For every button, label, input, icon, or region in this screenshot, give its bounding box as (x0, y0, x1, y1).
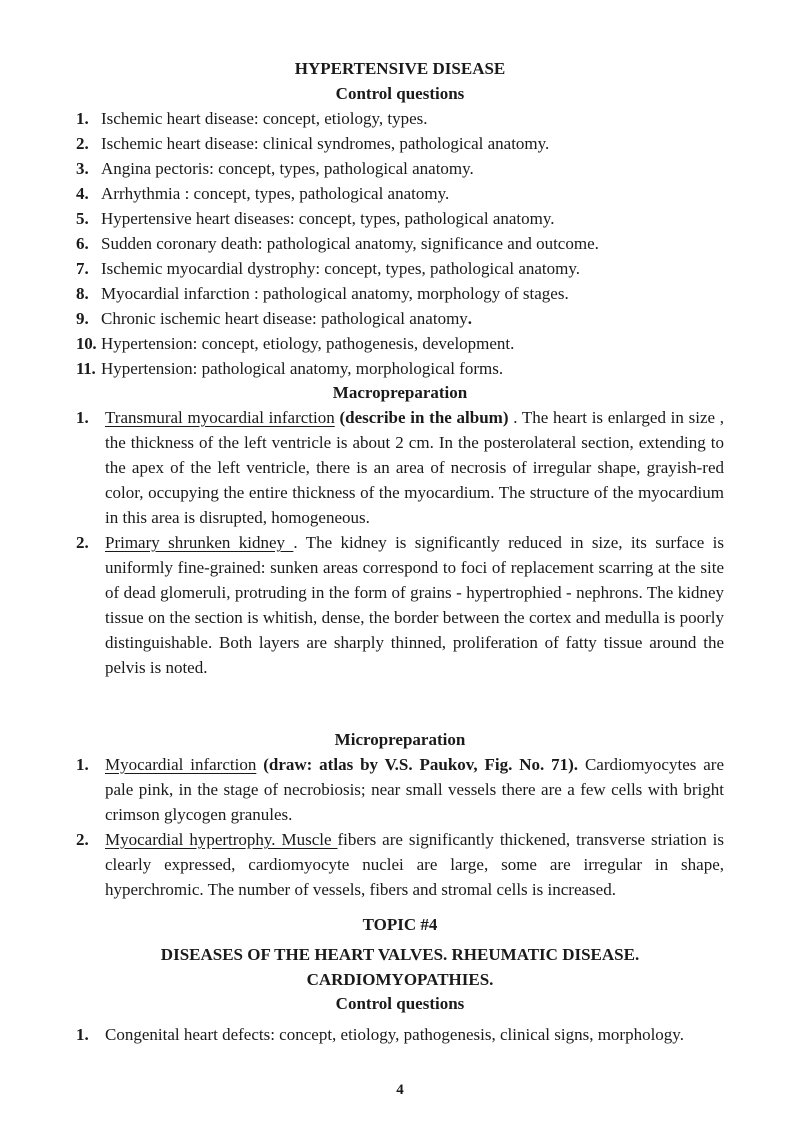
specimen-description: Cardiomyocytes are pale pink, in the stage of necrobiosis; near small vessels there are a few cells with bright crimson glycogen granules. (105, 755, 724, 824)
list-item (76, 1022, 724, 1047)
specimen-description: . The kidney is significantly reduced in size, its surface is uniformly fine-grained: sunken areas correspond to foci of replacement scarring at the site of dead glomeruli, protruding in the form of grains - hypertrophied - nephrons. The kidney tissue on the section is whitish, dense, the border between the cortex and medulla is poorly distinguishable. Both layers are sharply thinned, proliferation of fatty tissue around the pelvis is noted. (105, 533, 725, 677)
control-questions-heading-2: Control questions (335, 994, 465, 1013)
list-item (76, 181, 736, 206)
list-item (76, 256, 736, 281)
item-body (105, 752, 724, 827)
list-item (76, 231, 736, 256)
item-number: 7. (76, 259, 89, 278)
item-number: 2. (76, 533, 89, 552)
item-text: Hypertension: concept, etiology, pathogenesis, development. (101, 334, 515, 353)
specimen-name: Primary shrunken kidney (105, 533, 294, 552)
item-text: Ischemic heart disease: clinical syndromes, pathological anatomy. (101, 134, 550, 153)
specimen-name: Myocardial infarction (105, 755, 257, 774)
specimen-note: (describe in the album) (334, 408, 509, 427)
item-number: 10. (76, 334, 97, 353)
item-number: 8. (76, 284, 89, 303)
topic-title-line-2: CARDIOMYOPATHIES. (306, 970, 494, 989)
item-number: 1. (76, 109, 89, 128)
list-item (76, 131, 736, 156)
control-questions-heading: Control questions (335, 84, 465, 103)
control-questions-list (76, 106, 736, 381)
topic-label: TOPIC #4 (362, 915, 438, 934)
item-number: 1. (76, 1025, 89, 1044)
item-number: 1. (76, 755, 89, 774)
item-number: 6. (76, 234, 89, 253)
item-tail: . (467, 309, 473, 328)
item-body (105, 827, 724, 902)
item-text: Angina pectoris: concept, types, pathological anatomy. (101, 159, 474, 178)
specimen-name: Myocardial hypertrophy. Muscle (105, 830, 338, 849)
list-item (76, 827, 724, 902)
item-text: Hypertensive heart diseases: concept, types, pathological anatomy. (101, 209, 555, 228)
item-text: Arrhythmia : concept, types, pathological anatomy. (101, 184, 450, 203)
item-number: 11. (76, 359, 96, 378)
item-text: Chronic ischemic heart disease: pathological anatomy (101, 309, 468, 328)
item-text: Myocardial infarction : pathological anatomy, morphology of stages. (101, 284, 569, 303)
item-number: 1. (76, 408, 89, 427)
item-body (105, 530, 724, 680)
list-item (76, 405, 724, 530)
item-number: 2. (76, 134, 89, 153)
list-item (76, 752, 724, 827)
micropreparation-heading: Micropreparation (334, 730, 466, 749)
page-title: HYPERTENSIVE DISEASE (294, 59, 506, 78)
list-item (76, 156, 736, 181)
macropreparation-list (76, 405, 724, 680)
item-body (105, 405, 724, 530)
item-number: 5. (76, 209, 89, 228)
macropreparation-heading: Macropreparation (332, 383, 468, 402)
item-text: Ischemic myocardial dystrophy: concept, types, pathological anatomy. (101, 259, 581, 278)
item-number: 9. (76, 309, 89, 328)
item-number: 4. (76, 184, 89, 203)
item-number: 3. (76, 159, 89, 178)
list-item (76, 106, 736, 131)
specimen-note: (draw: atlas by V.S. Paukov, Fig. No. 71). (256, 755, 579, 774)
page-number: 4 (396, 1082, 404, 1098)
list-item (76, 331, 736, 356)
item-text: Ischemic heart disease: concept, etiology, types. (101, 109, 428, 128)
list-item (76, 306, 736, 331)
item-text: Hypertension: pathological anatomy, morphological forms. (101, 359, 504, 378)
list-item (76, 281, 736, 306)
list-item (76, 356, 736, 381)
item-number: 2. (76, 830, 89, 849)
specimen-description: fibers are significantly thickened, transverse striation is clearly expressed, cardiomyocyte nuclei are large, some are irregular in shape, hyperchromic. The number of vessels, fibers and stromal cells is increased. (105, 830, 724, 899)
list-item (76, 530, 724, 680)
topic-title (0, 942, 800, 992)
specimen-description: . The heart is enlarged in size , the thickness of the left ventricle is about 2 cm. In the posterolateral section, extending to the apex of the left ventricle, there is an area of necrosis of irregular shape, grayish-red color, occupying the entire thickness of the myocardium. The structure of the myocardium in this area is disrupted, homogeneous. (105, 408, 725, 527)
item-text: Sudden coronary death: pathological anatomy, significance and outcome. (101, 234, 599, 253)
specimen-name: Transmural myocardial infarction (105, 408, 335, 427)
list-item (76, 206, 736, 231)
control-questions-list-2 (76, 1022, 724, 1047)
micropreparation-list (76, 752, 724, 902)
topic-title-line-1: DISEASES OF THE HEART VALVES. RHEUMATIC DISEASE. (160, 945, 640, 964)
item-text: Congenital heart defects: concept, etiology, pathogenesis, clinical signs, morphology. (105, 1025, 684, 1044)
